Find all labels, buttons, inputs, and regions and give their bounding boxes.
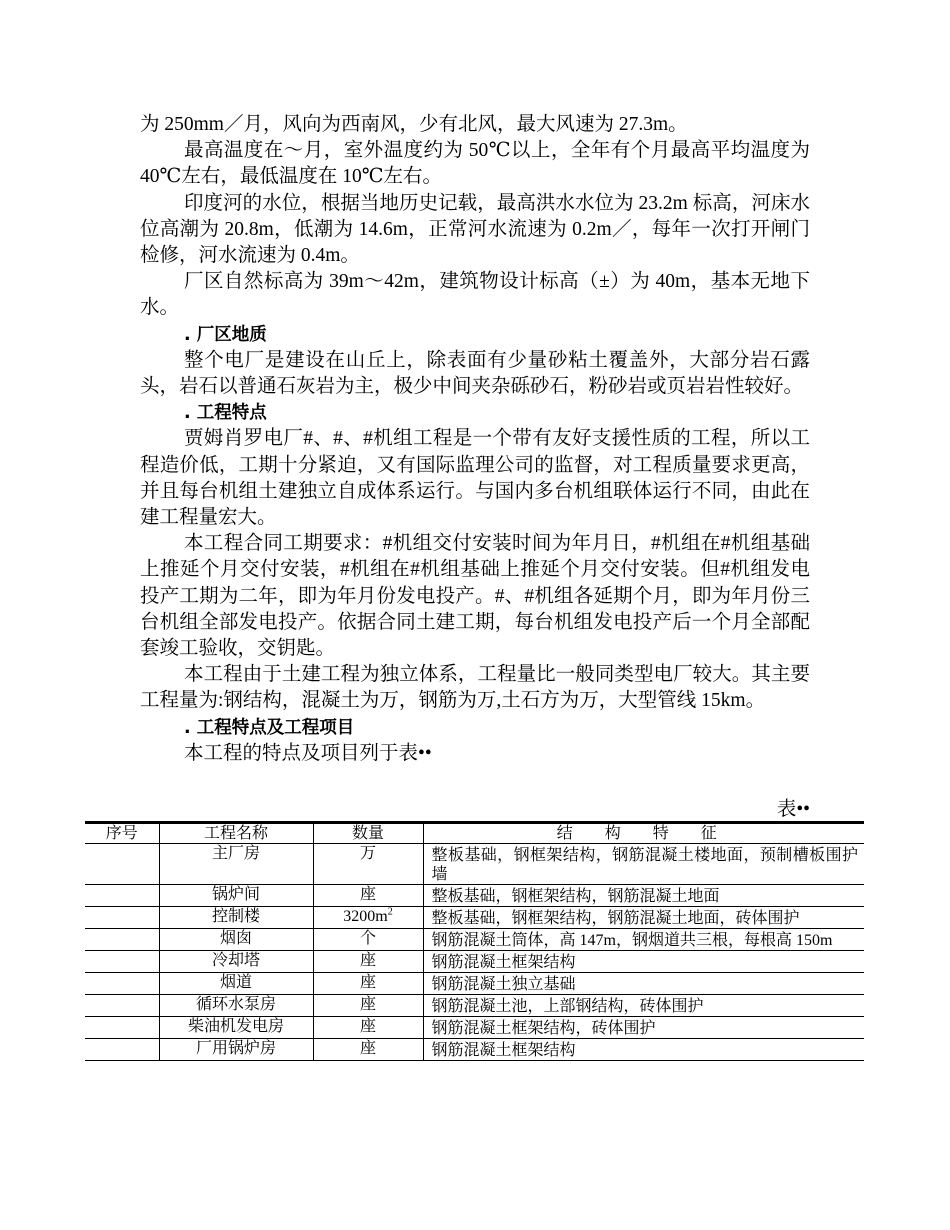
cell-no bbox=[85, 907, 159, 929]
cell-no bbox=[85, 995, 159, 1017]
table-row bbox=[85, 907, 864, 929]
project-features-table bbox=[85, 821, 864, 1061]
cell-name: 冷却塔 bbox=[159, 951, 313, 973]
cell-feature: 整板基础，钢框架结构，钢筋混凝土地面 bbox=[423, 885, 864, 907]
cell-feature: 钢筋混凝土独立基础 bbox=[423, 973, 864, 995]
heading-geology: . 厂区地质 bbox=[184, 324, 267, 345]
cell-no bbox=[85, 1039, 159, 1061]
cell-quantity: 座 bbox=[313, 885, 423, 907]
cell-quantity: 座 bbox=[313, 995, 423, 1017]
table-caption: 表•• bbox=[776, 799, 810, 820]
table-row bbox=[85, 973, 864, 995]
cell-no bbox=[85, 1017, 159, 1039]
table-header-row bbox=[85, 823, 864, 844]
cell-no bbox=[85, 885, 159, 907]
paragraph-temperature: 最高温度在～月，室外温度约为 50℃以上，全年有个月最高平均温度为 40℃左右，最低温度在 10℃左右。 bbox=[140, 140, 810, 188]
cell-no bbox=[85, 973, 159, 995]
table-row bbox=[85, 1039, 864, 1061]
paragraph-schedule: 本工程合同工期要求：#机组交付安装时间为年月日，#机组在#机组基础上推延个月交付安装，#机组在#机组基础上推延个月交付安装。但#机组发电投产工期为二年，即为年月份发电投产。#、#机组各延期个月，即为年月份三台机组全部发电投产。依据合同土建工期，每台机组发电投产后一个月全部配套竣工验收，交钥匙。 bbox=[140, 533, 810, 660]
paragraph-river-level: 印度河的水位，根据当地历史记载，最高洪水水位为 23.2m 标高，河床水位高潮为 20.8m，低潮为 14.6m，正常河水流速为 0.2m／，每年一次打开闸门检修，河水流速为 0.4m。 bbox=[140, 192, 810, 267]
header-feature: 结 构 特 征 bbox=[423, 823, 864, 844]
cell-quantity: 座 bbox=[313, 973, 423, 995]
body-text bbox=[140, 112, 810, 767]
cell-feature: 钢筋混凝土框架结构 bbox=[423, 951, 864, 973]
table-row bbox=[85, 844, 864, 885]
cell-quantity bbox=[313, 907, 423, 929]
cell-name: 烟囱 bbox=[159, 929, 313, 951]
cell-feature: 整板基础，钢框架结构，钢筋混凝土地面，砖体围护 bbox=[423, 907, 864, 929]
paragraph-quantities: 本工程由于土建工程为独立体系，工程量比一般同类型电厂较大。其主要工程量为:钢结构，混凝土为万，钢筋为万,土石方为万，大型管线 15km。 bbox=[140, 664, 810, 712]
cell-name: 主厂房 bbox=[159, 844, 313, 885]
table-row bbox=[85, 885, 864, 907]
cell-name: 烟道 bbox=[159, 973, 313, 995]
quantity-value: 3200m bbox=[343, 908, 388, 925]
cell-feature: 钢筋混凝土框架结构，砖体围护 bbox=[423, 1017, 864, 1039]
table-row bbox=[85, 951, 864, 973]
unit-superscript: 2 bbox=[387, 906, 393, 918]
cell-name: 柴油机发电房 bbox=[159, 1017, 313, 1039]
cell-feature: 钢筋混凝土池，上部钢结构，砖体围护 bbox=[423, 995, 864, 1017]
cell-quantity: 座 bbox=[313, 1017, 423, 1039]
cell-no bbox=[85, 844, 159, 885]
cell-quantity: 个 bbox=[313, 929, 423, 951]
cell-feature: 整板基础，钢框架结构，钢筋混凝土楼地面，预制槽板围护墙 bbox=[423, 844, 864, 885]
cell-name: 厂用锅炉房 bbox=[159, 1039, 313, 1061]
cell-no bbox=[85, 929, 159, 951]
table-row bbox=[85, 995, 864, 1017]
header-no: 序号 bbox=[85, 823, 159, 844]
cell-quantity: 座 bbox=[313, 951, 423, 973]
header-name: 工程名称 bbox=[159, 823, 313, 844]
cell-name: 锅炉间 bbox=[159, 885, 313, 907]
paragraph-table-intro: 本工程的特点及项目列于表•• bbox=[184, 742, 432, 764]
cell-name: 控制楼 bbox=[159, 907, 313, 929]
cell-feature: 钢筋混凝土筒体，高 147m，钢烟道共三根，每根高 150m bbox=[423, 929, 864, 951]
paragraph-wind: 为 250mm／月，风向为西南风，少有北风，最大风速为 27.3m。 bbox=[140, 114, 688, 135]
table-row bbox=[85, 1017, 864, 1039]
cell-name: 循环水泵房 bbox=[159, 995, 313, 1017]
cell-no bbox=[85, 951, 159, 973]
paragraph-project-nature: 贾姆肖罗电厂#、#、#机组工程是一个带有友好支援性质的工程，所以工程造价低，工期十分紧迫，又有国际监理公司的监督，对工程质量要求更高，并且每台机组土建独立自成体系运行。与国内多台机组联体运行不同，由此在建工程量宏大。 bbox=[140, 428, 810, 529]
paragraph-site-elevation: 厂区自然标高为 39m～42m，建筑物设计标高（±）为 40m，基本无地下水。 bbox=[140, 271, 810, 319]
header-quantity: 数量 bbox=[313, 823, 423, 844]
heading-project-features: . 工程特点 bbox=[184, 403, 267, 424]
cell-quantity: 万 bbox=[313, 844, 423, 885]
table-row bbox=[85, 929, 864, 951]
heading-features-and-items: . 工程特点及工程项目 bbox=[184, 717, 355, 738]
cell-quantity: 座 bbox=[313, 1039, 423, 1061]
cell-feature: 钢筋混凝土框架结构 bbox=[423, 1039, 864, 1061]
paragraph-geology: 整个电厂是建设在山丘上，除表面有少量砂粘土覆盖外，大部分岩石露头，岩石以普通石灰岩为主，极少中间夹杂砾砂石，粉砂岩或页岩岩性较好。 bbox=[140, 349, 810, 398]
